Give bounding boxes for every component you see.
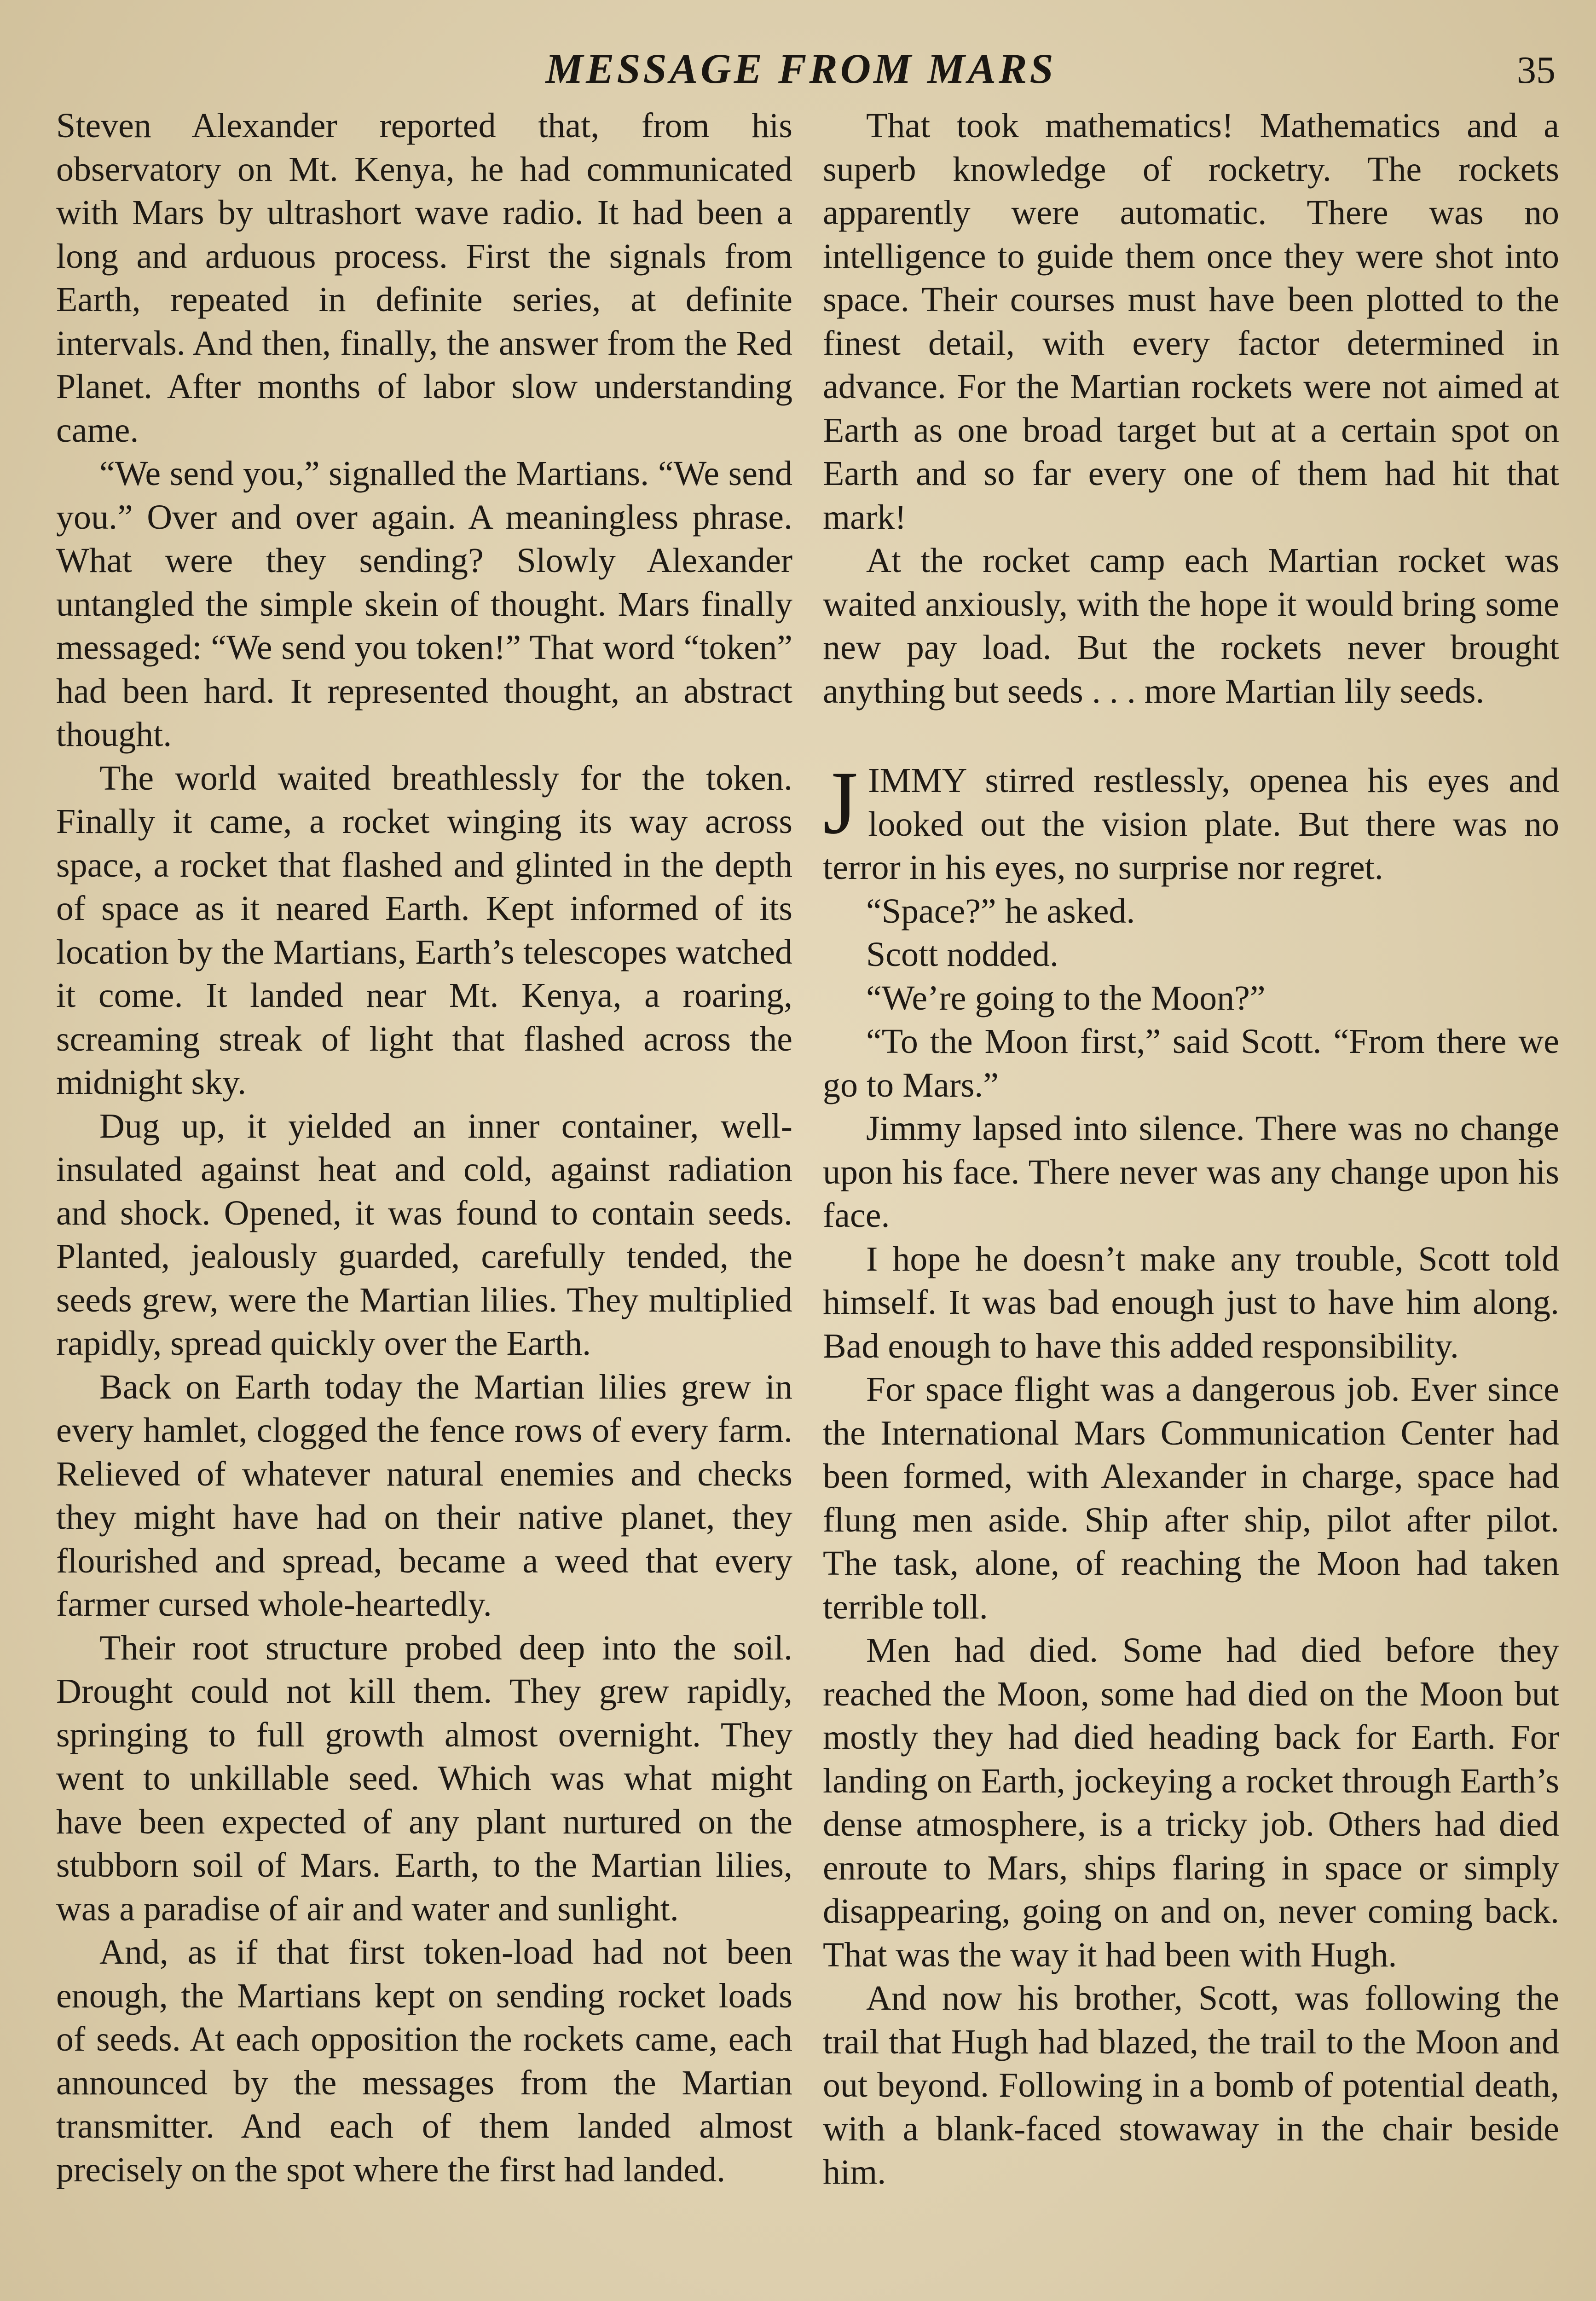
- paragraph: “We send you,” signalled the Martians. “We send you.” Over and over again. A meaningless phrase. What were they sending? Slowly Alexander untangled the simple skein of thought. Mars finally messaged: “We send you token!” That word “token” had been hard. It represented thought, an abstract thought.: [56, 454, 792, 754]
- paragraph: Scott nodded.: [866, 935, 1058, 974]
- paragraph: Men had died. Some had died before they reached the Moon, some had died on the Moon but mostly they had died heading back for Earth. For landing on Earth, jockeying a rocket through Earth’s dense atmosphere, is a tricky job. Others had died enroute to Mars, ships flaring in space or simply disappearing, going on and on, never coming back. That was the way it had been with Hugh.: [823, 1631, 1559, 1974]
- paragraph: The world waited breathlessly for the token. Finally it came, a rocket winging its way across space, a rocket that flashed and glinted in the depth of space as it neared Earth. Kept informed of its location by the Martians, Earth’s telescopes watched it come. It landed near Mt. Kenya, a roaring, screaming streak of light that flashed across the midnight sky.: [56, 758, 792, 1102]
- paragraph: Jimmy lapsed into silence. There was no change upon his face. There never was any change upon his face.: [823, 1109, 1559, 1235]
- paragraph: That took mathematics! Mathematics and a superb knowledge of rocketry. The rockets apparently were automatic. There was no intelligence to guide them once they were shot into space. Their courses must have been plotted to the finest detail, with every factor determined in advance. For the Martian rockets were not aimed at Earth as one broad target but at a certain spot on Earth and so far every one of them had hit that mark!: [823, 106, 1559, 537]
- paragraph: And, as if that first token-load had not been enough, the Martians kept on sending rocket loads of seeds. At each opposition the rockets came, each announced by the messages from the Martian transmitter. And each of them landed almost precisely on the spot where the first had landed.: [56, 1933, 792, 2189]
- left-column: [56, 104, 792, 2191]
- paragraph: At the rocket camp each Martian rocket was waited anxiously, with the hope it would bring some new pay load. But the rockets never brought anything but seeds . . . more Martian lily seeds.: [823, 541, 1559, 711]
- paragraph: Dug up, it yielded an inner container, well-insulated against heat and cold, against radiation and shock. Opened, it was found to contain seeds. Planted, jealously guarded, carefully tended, the seeds grew, were the Martian lilies. They multiplied rapidly, spread quickly over the Earth.: [56, 1106, 792, 1363]
- paragraph: For space flight was a dangerous job. Ever since the International Mars Communication Center had been formed, with Alexander in charge, space had flung men aside. Ship after ship, pilot after pilot. The task, alone, of reaching the Moon had taken terrible toll.: [823, 1370, 1559, 1626]
- paragraph-text: IMMY stirred restlessly, openea his eyes and looked out the vision plate. But there was no terror in his eyes, no surprise nor regret.: [823, 761, 1559, 887]
- paragraph: Steven Alexander reported that, from his observatory on Mt. Kenya, he had communicated with Mars by ultrashort wave radio. It had been a long and arduous process. First the signals from Earth, repeated in definite series, at definite intervals. And then, finally, the answer from the Red Planet. After months of labor slow understanding came.: [56, 106, 792, 450]
- paragraph: Back on Earth today the Martian lilies grew in every hamlet, clogged the fence rows of every farm. Relieved of whatever natural enemies and checks they might have had on their native planet, they flourished and spread, became a weed that every farmer cursed whole-heartedly.: [56, 1367, 792, 1624]
- paragraph: Their root structure probed deep into the soil. Drought could not kill them. They grew rapidly, springing to full growth almost overnight. They went to unkillable seed. Which was what might have been expected of any plant nurtured on the stubborn soil of Mars. Earth, to the Martian lilies, was a paradise of air and water and sunlight.: [56, 1628, 792, 1928]
- paragraph: And now his brother, Scott, was following the trail that Hugh had blazed, the trail to the Moon and out beyond. Following in a bomb of potential death, with a blank-faced stowaway in the chair beside him.: [823, 1979, 1559, 2191]
- paragraph: “Space?” he asked.: [866, 891, 1135, 931]
- paragraph: “To the Moon first,” said Scott. “From there we go to Mars.”: [823, 1022, 1559, 1104]
- section-opening-paragraph: [823, 753, 1559, 890]
- right-column: [823, 104, 1559, 2194]
- paragraph: I hope he doesn’t make any trouble, Scott told himself. It was bad enough just to have him along. Bad enough to have this added responsibility.: [823, 1239, 1559, 1365]
- paragraph: “We’re going to the Moon?”: [866, 978, 1266, 1018]
- page-title: MESSAGE FROM MARS: [545, 45, 1056, 92]
- drop-cap: J: [823, 753, 858, 853]
- page-number: 35: [1517, 49, 1556, 92]
- running-head: [0, 44, 1596, 99]
